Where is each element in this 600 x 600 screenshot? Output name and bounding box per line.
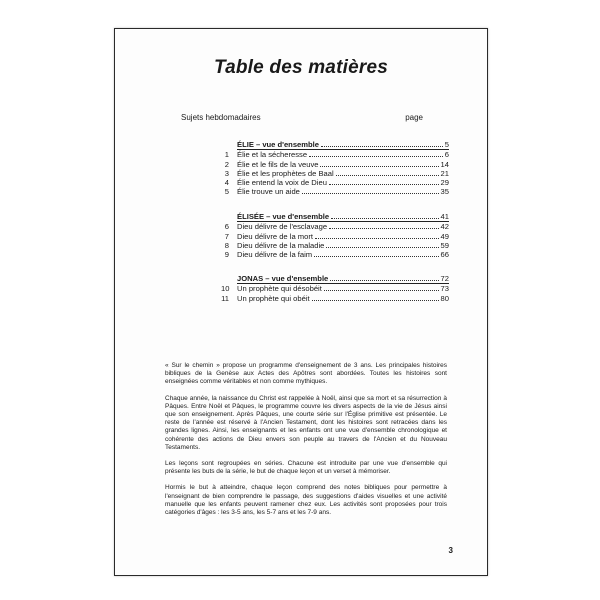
intro-paragraph: Les leçons sont regroupées en séries. Chacune est introduite par une vue d'ensemble qui présente les buts de la série, le but de chaque leçon et un verset à mémoriser. bbox=[165, 460, 447, 476]
page-title: Table des matières bbox=[214, 57, 388, 78]
toc-section-heading: JONAS – vue d'ensemble 72 bbox=[237, 274, 449, 283]
toc-header-right: page bbox=[405, 113, 423, 122]
toc-entry: 8 Dieu délivre de la maladie 59 bbox=[224, 240, 449, 250]
intro-text bbox=[165, 362, 447, 525]
toc-entry: 3 Élie et les prophètes de Baal 21 bbox=[224, 168, 449, 178]
toc-section-heading: ÉLISÉE – vue d'ensemble 41 bbox=[237, 212, 449, 221]
toc-entry: 11 Un prophète qui obéit 80 bbox=[221, 293, 449, 303]
intro-paragraph: Chaque année, la naissance du Christ est rappelée à Noël, ainsi que sa mort et sa résurrection à Pâques. Entre Noël et Pâques, le programme couvre les divers aspects de la vie de Jésus ainsi que son enseignement. Après Pâques, une courte série sur l'Église primitive est présentée. Le reste de l'année est réservé à l'Ancien Testament, dont les histoires sont retracées dans les grandes lignes. Ainsi, les enseignants et les enfants ont une vue d'ensemble chronologique et cohérente des actions de Dieu envers son peuple au travers de l'Ancien et du Nouveau Testaments. bbox=[165, 394, 447, 451]
toc-entry: 1 Élie et la sécheresse 6 bbox=[224, 150, 449, 160]
document-page bbox=[114, 28, 488, 576]
toc-section-jonas bbox=[221, 274, 449, 303]
intro-paragraph: « Sur le chemin » propose un programme d'enseignement de 3 ans. Les principales histoires bibliques de la Genèse aux Actes des Apôtres sont abordées. Toutes les histoires sont enseignées comme véritables et non comme mythiques. bbox=[165, 362, 447, 386]
toc-entry: 7 Dieu délivre de la mort 49 bbox=[224, 231, 449, 241]
toc-entry: 2 Élie et le fils de la veuve 14 bbox=[224, 159, 449, 169]
intro-paragraph: Hormis le but à atteindre, chaque leçon comprend des notes bibliques pour permettre à l'enseignant de bien comprendre le passage, des suggestions d'aides visuelles et une activité manuelle que les enfants peuvent ramener chez eux. Les activités sont proposées pour trois catégories d'âges : les 3-5 ans, les 5-7 ans et les 7-9 ans. bbox=[165, 484, 447, 517]
page-number: 3 bbox=[448, 546, 453, 555]
toc-entry: 6 Dieu délivre de l'esclavage 42 bbox=[224, 222, 449, 232]
toc-header-left: Sujets hebdomadaires bbox=[181, 113, 261, 122]
toc-section-elisee bbox=[224, 212, 449, 260]
toc-header bbox=[181, 113, 423, 122]
toc-section-heading: ÉLIE – vue d'ensemble 5 bbox=[237, 140, 449, 149]
toc-entry: 5 Élie trouve un aide 35 bbox=[224, 187, 449, 197]
toc-entry: 10 Un prophète qui désobéit 73 bbox=[221, 284, 449, 294]
toc-entry: 4 Élie entend la voix de Dieu 29 bbox=[224, 178, 449, 188]
toc-section-elie bbox=[224, 140, 449, 197]
toc-entry: 9 Dieu délivre de la faim 66 bbox=[224, 250, 449, 260]
